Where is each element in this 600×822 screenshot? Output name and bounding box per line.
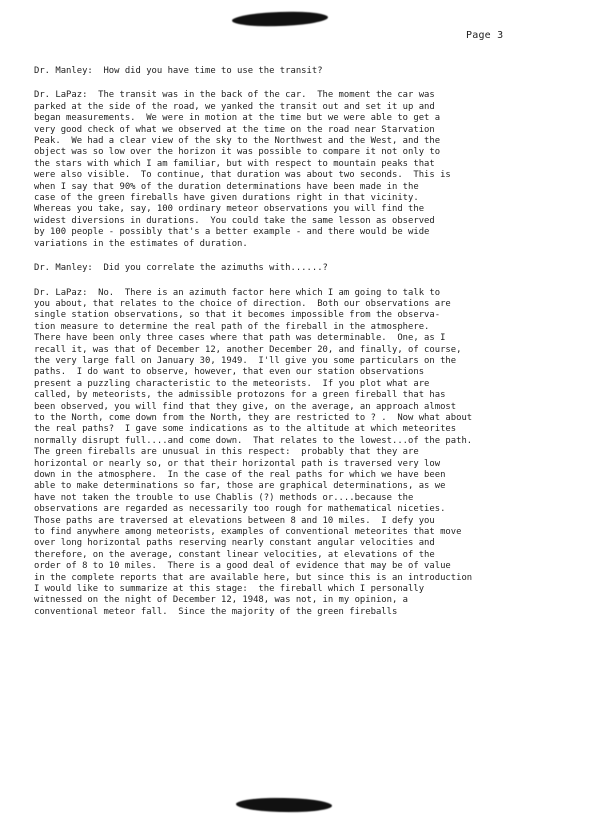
text-line: you about, that relates to the choice of direction. Both our observations are	[34, 298, 451, 309]
scan-smudge-bottom	[236, 797, 332, 813]
transcript-body	[34, 66, 574, 631]
text-line: down in the atmosphere. In the case of the real paths for which we have been	[34, 470, 446, 480]
text-line: object was so low over the horizon it was possible to compare it not only to	[34, 147, 441, 158]
text-line: able to make determinations so far, those are graphical determinations, as we	[34, 481, 446, 492]
text-line: case of the green fireballs have given durations right in that vicinity.	[34, 193, 419, 204]
paragraph-manley-2	[34, 263, 574, 274]
text-line: very good check of what we observed at the time on the road near Starvation	[34, 124, 435, 135]
text-line: tion measure to determine the real path of the fireball in the atmosphere.	[34, 321, 430, 332]
paragraph-lapaz-1	[34, 90, 574, 250]
text-line: observations are regarded as necessarily too rough for mathematical niceties.	[34, 504, 446, 515]
text-line: horizontal or nearly so, or that their horizontal path is traversed very low	[34, 458, 441, 469]
text-line: widest diversions in durations. You could take the same lesson as observed	[34, 215, 435, 226]
text-line: to the North, come down from the North, they are restricted to ? . Now what about	[34, 412, 473, 423]
text-line: were also visible. To continue, that duration was about two seconds. This is	[34, 170, 451, 181]
text-line: paths. I do want to observe, however, that even our station observations	[34, 367, 425, 378]
text-line: to find anywhere among meteorists, examples of conventional meteorites that move	[34, 527, 462, 538]
text-line: present a puzzling characteristic to the meteorists. If you plot what are	[34, 378, 430, 389]
text-line: Dr. LaPaz: The transit was in the back of the car. The moment the car was	[34, 90, 435, 101]
text-line: began measurements. We were in motion at the time but we were able to get a	[34, 113, 441, 124]
text-line: Whereas you take, say, 100 ordinary meteor observations you will find the	[34, 204, 425, 215]
text-line: the very large fall on January 30, 1949. I'll give you some particulars on the	[34, 355, 457, 366]
text-line: normally disrupt full....and come down. That relates to the lowest...of the path.	[34, 435, 473, 446]
scan-smudge-top	[232, 10, 328, 27]
text-line: There have been only three cases where that path was determinable. One, as I	[34, 333, 446, 344]
paragraph-lapaz-2	[34, 288, 574, 619]
paragraph-manley-1	[34, 66, 574, 77]
text-line: over long horizontal paths reserving nearly constant angular velocities and	[34, 538, 435, 549]
text-line: Dr. LaPaz: No. There is an azimuth factor here which I am going to talk to	[34, 287, 441, 298]
text-line: therefore, on the average, constant linear velocities, at elevations of the	[34, 549, 435, 560]
text-line: the real paths? I gave some indications as to the altitude at which meteorites	[34, 424, 457, 435]
text-line: called, by meteorists, the admissible protozons for a green fireball that has	[34, 390, 446, 401]
text-line: witnessed on the night of December 12, 1948, was not, in my opinion, a	[34, 595, 409, 606]
page-number: Page 3	[466, 30, 504, 41]
text-line: Dr. Manley: Did you correlate the azimuths with......?	[34, 263, 328, 274]
text-line: I would like to summarize at this stage: the fireball which I personally	[34, 584, 425, 595]
text-line: recall it, was that of December 12, another December 20, and finally, of course,	[34, 344, 462, 355]
text-line: in the complete reports that are available here, but since this is an introduction	[34, 572, 473, 583]
text-line: order of 8 to 10 miles. There is a good deal of evidence that may be of value	[34, 561, 451, 572]
text-line: single station observations, so that it becomes impossible from the observa-	[34, 310, 441, 321]
text-line: by 100 people - possibly that's a better example - and there would be wide	[34, 227, 430, 238]
text-line: the stars with which I am familiar, but with respect to mountain peaks that	[34, 158, 435, 169]
text-line: when I say that 90% of the duration determinations have been made in the	[34, 181, 419, 192]
text-line: variations in the estimates of duration.	[34, 238, 248, 249]
text-line: parked at the side of the road, we yanked the transit out and set it up and	[34, 101, 435, 112]
text-line: conventional meteor fall. Since the majority of the green fireballs	[34, 606, 398, 617]
text-line: The green fireballs are unusual in this respect: probably that they are	[34, 447, 419, 458]
text-line: Dr. Manley: How did you have time to use the transit?	[34, 66, 323, 76]
text-line: Peak. We had a clear view of the sky to the Northwest and the West, and the	[34, 136, 441, 147]
text-line: been observed, you will find that they give, on the average, an approach almost	[34, 401, 457, 412]
text-line: have not taken the trouble to use Chablis (?) methods or....because the	[34, 492, 414, 503]
text-line: Those paths are traversed at elevations between 8 and 10 miles. I defy you	[34, 515, 435, 526]
